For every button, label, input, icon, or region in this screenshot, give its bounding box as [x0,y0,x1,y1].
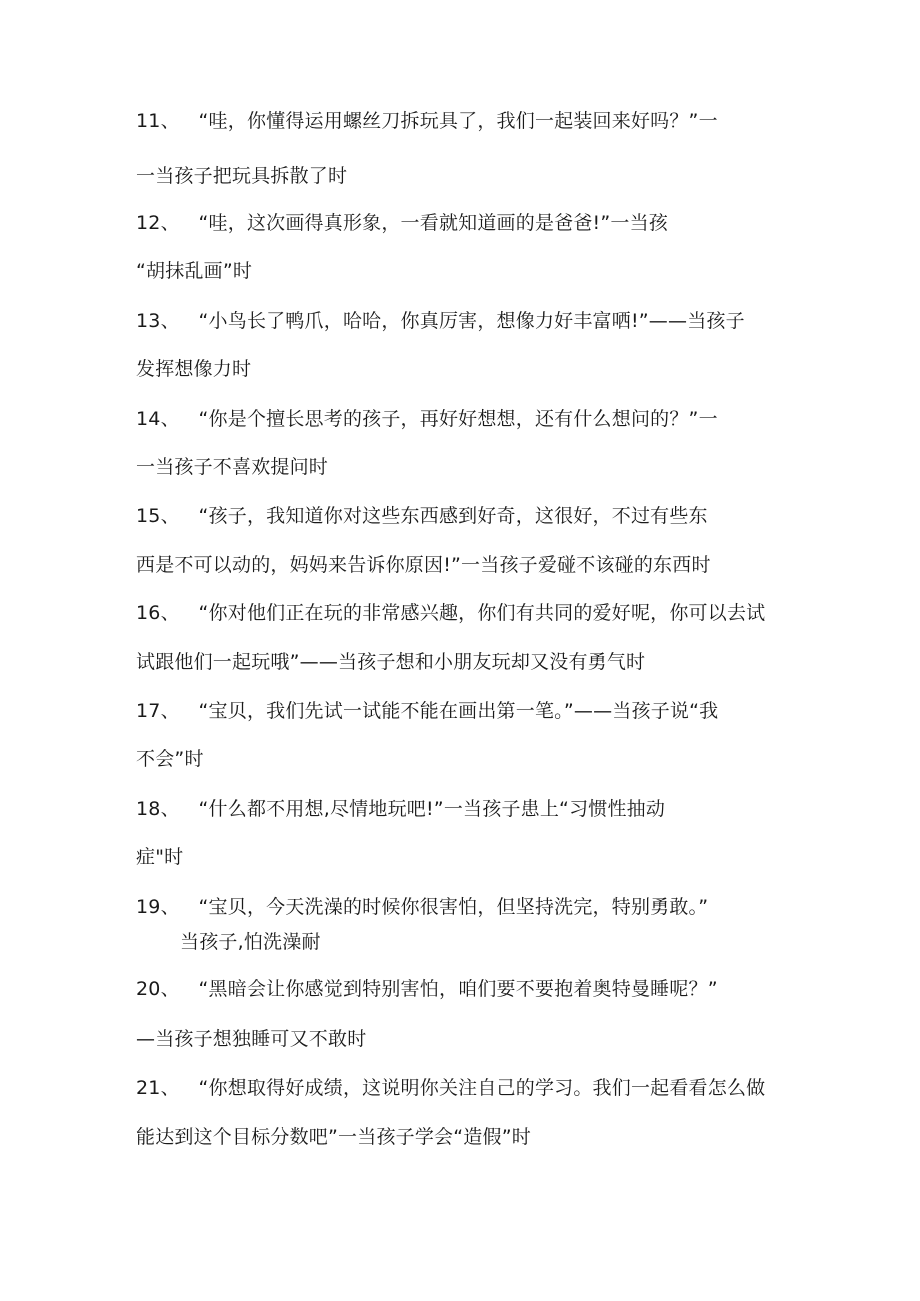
item-text: “你对他们正在玩的非常感兴趣，你们有共同的爱好呢，你可以去试 [198,602,766,624]
item-18-line-1 [136,797,665,821]
item-separator: 、 [160,110,180,132]
item-number: 20 [136,978,161,1000]
item-16-line-1 [136,601,765,625]
item-text: “你是个擅长思考的孩子，再好好想想，还有什么想问的？”一 [198,408,718,430]
item-text: “什么都不用想,尽情地玩吧!”一当孩子患上“习惯性抽动 [198,798,666,820]
item-14-line-1 [136,407,718,431]
item-12-line-1 [136,211,668,235]
item-number: 14 [136,408,161,430]
item-19-line-1 [136,895,708,919]
item-number: 21 [136,1077,161,1099]
item-number: 18 [136,798,161,820]
item-number: 11 [136,110,161,132]
item-separator: 、 [160,896,180,918]
item-text: “宝贝，我们先试一试能不能在画出第一笔。”——当孩子说“我 [198,700,719,722]
item-14-line-2: 一当孩子不喜欢提问时 [136,456,329,478]
item-separator: 、 [160,978,180,1000]
item-separator: 、 [160,1077,180,1099]
item-16-line-2: 试跟他们一起玩哦”——当孩子想和小朋友玩却又没有勇气时 [136,651,646,673]
item-separator: 、 [160,408,180,430]
item-15-line-1 [136,504,708,528]
item-15-line-2: 西是不可以动的，妈妈来告诉你原因!”一当孩子爱碰不该碰的东西时 [136,554,711,576]
item-text: “哇，你懂得运用螺丝刀拆玩具了，我们一起装回来好吗？”一 [198,110,718,132]
item-21-line-2: 能达到这个目标分数吧”一当孩子学会“造假”时 [136,1126,531,1148]
item-text: “宝贝，今天洗澡的时候你很害怕，但坚持洗完，特别勇敢。” [198,896,709,918]
item-11-line-2: 一当孩子把玩具拆散了时 [136,165,348,187]
item-13-line-2: 发挥想像力时 [136,358,252,380]
item-18-line-2: 症"时 [136,846,184,868]
item-separator: 、 [160,700,180,722]
item-number: 16 [136,602,161,624]
item-separator: 、 [160,310,180,332]
item-text: “你想取得好成绩，这说明你关注自己的学习。我们一起看看怎么做 [198,1077,766,1099]
item-separator: 、 [160,798,180,820]
item-20-line-2: —当孩子想独睡可又不敢时 [136,1028,367,1050]
item-text: “小鸟长了鸭爪，哈哈，你真厉害，想像力好丰富哂!”——当孩子 [198,310,745,332]
item-number: 19 [136,896,161,918]
item-21-line-1 [136,1076,765,1100]
item-20-line-1 [136,977,718,1001]
item-separator: 、 [160,505,180,527]
item-11-line-1 [136,109,718,133]
item-17-line-1 [136,699,718,723]
item-19-line-2: 当孩子,怕洗澡耐 [180,931,321,953]
item-12-line-2: “胡抹乱画”时 [136,260,253,282]
item-separator: 、 [160,212,180,234]
item-separator: 、 [160,602,180,624]
item-number: 17 [136,700,161,722]
item-number: 13 [136,310,161,332]
item-text: “孩子，我知道你对这些东西感到好奇，这很好，不过有些东 [198,505,708,527]
item-number: 12 [136,212,161,234]
item-text: “黑暗会让你感觉到特别害怕，咱们要不要抱着奥特曼睡呢？” [198,978,718,1000]
item-17-line-2: 不会”时 [136,748,204,770]
item-number: 15 [136,505,161,527]
item-text: “哇，这次画得真形象，一看就知道画的是爸爸!”一当孩 [198,212,669,234]
item-13-line-1 [136,309,745,333]
